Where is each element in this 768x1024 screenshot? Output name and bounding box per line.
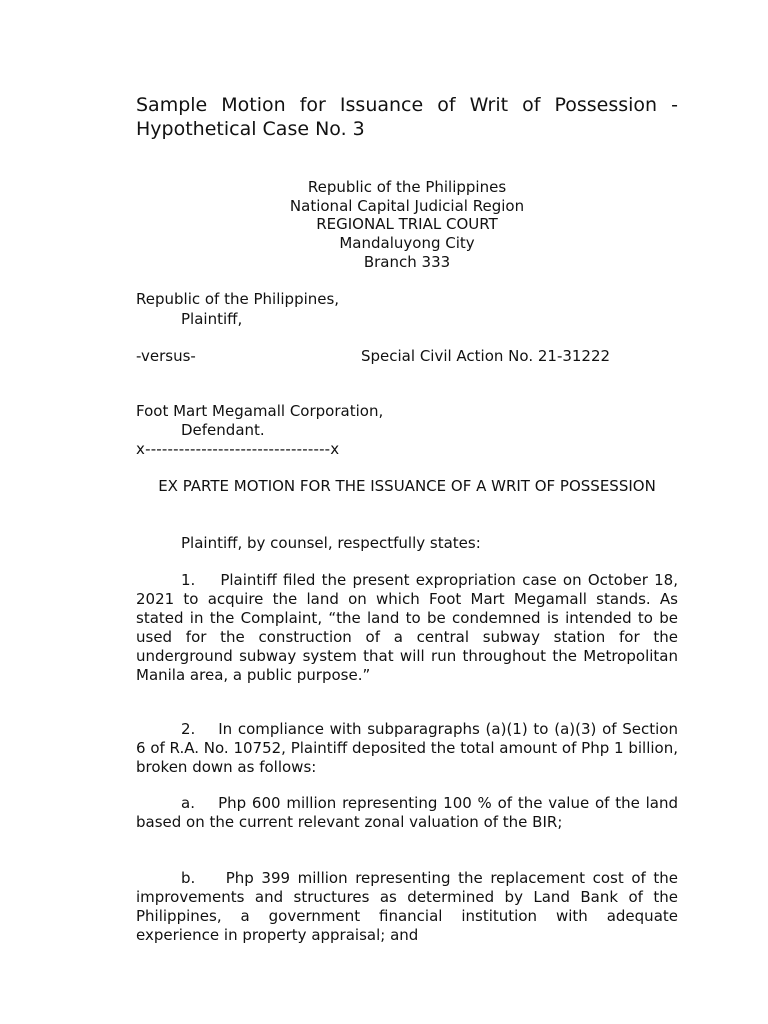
plaintiff-name: Republic of the Philippines, — [136, 290, 340, 308]
plaintiff-role: Plaintiff, — [181, 310, 243, 328]
court-header-line-5: Branch 333 — [363, 253, 451, 271]
court-header-line-1: Republic of the Philippines — [307, 178, 507, 196]
court-header-line-4: Mandaluyong City — [339, 234, 475, 252]
paragraph-2: 2. In compliance with subparagraphs (a)(1) to (a)(3) of Section 6 of R.A. No. 10752, Plaintiff deposited the total amount of Php 1 billion, broken down as follows: — [136, 720, 678, 776]
court-header-line-3: REGIONAL TRIAL COURT — [316, 215, 498, 233]
document-title: Sample Motion for Issuance of Writ of Possession - Hypothetical Case No. 3 — [136, 94, 678, 140]
court-header-line-2: National Capital Judicial Region — [289, 197, 525, 215]
defendant-role: Defendant. — [181, 421, 265, 439]
intro-line: Plaintiff, by counsel, respectfully states: — [181, 534, 481, 552]
paragraph-1: 1. Plaintiff filed the present expropriation case on October 18, 2021 to acquire the land on which Foot Mart Megamall stands. As stated in the Complaint, “the land to be condemned is intended to be used for the construction of a central subway station for the underground subway system that will run throughout the Metropolitan Manila area, a public purpose.” — [136, 571, 678, 684]
caption-separator: x---------------------------------x — [136, 440, 340, 458]
versus-label: -versus- — [136, 347, 196, 365]
paragraph-a: a. Php 600 million representing 100 % of the value of the land based on the current relevant zonal valuation of the BIR; — [136, 794, 678, 831]
defendant-name: Foot Mart Megamall Corporation, — [136, 402, 384, 420]
case-number: Special Civil Action No. 21-31222 — [361, 347, 611, 365]
motion-title: EX PARTE MOTION FOR THE ISSUANCE OF A WRIT OF POSSESSION — [158, 477, 656, 495]
paragraph-b: b. Php 399 million representing the replacement cost of the improvements and structures as determined by Land Bank of the Philippines, a government financial institution with adequate experience in property appraisal; and — [136, 869, 678, 944]
